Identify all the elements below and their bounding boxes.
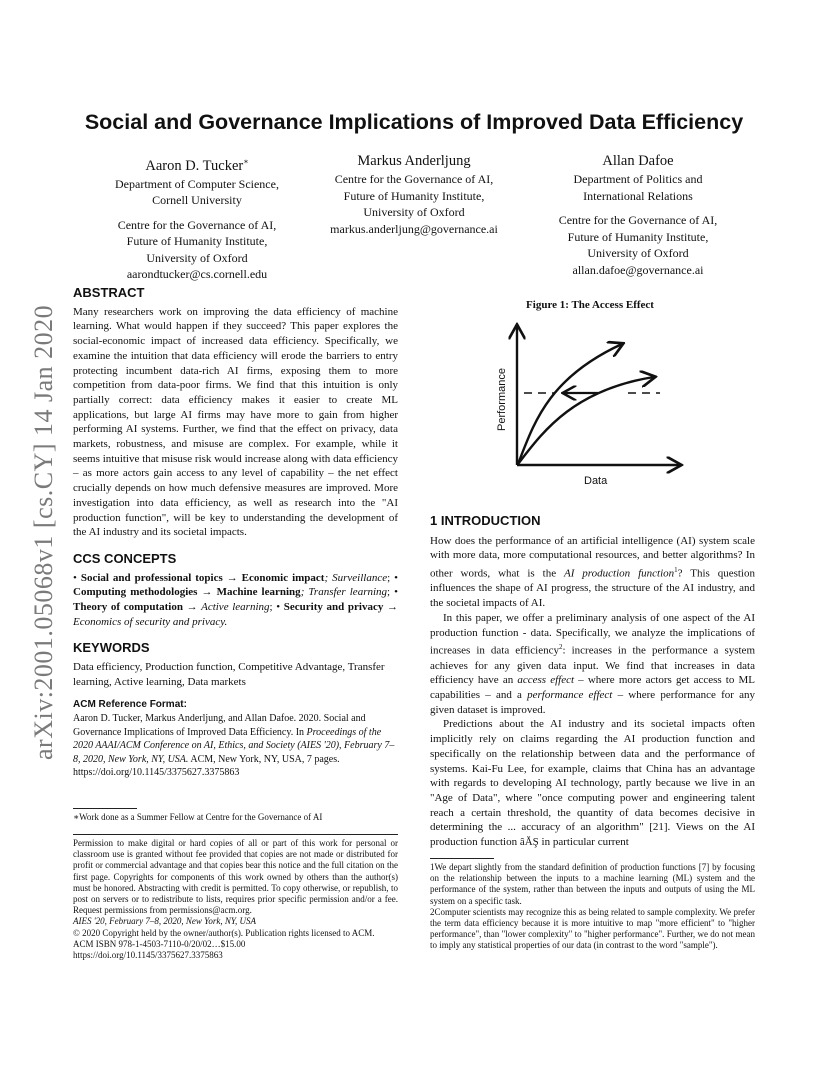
arxiv-stamp: [18, 290, 64, 760]
intro-paragraph-2: [430, 611, 755, 718]
right-footnotes: [430, 862, 755, 952]
abstract-heading: ABSTRACT: [73, 285, 145, 300]
emphasis: performance effect: [527, 689, 613, 702]
footnote-rule: [73, 808, 137, 809]
affil-line: Centre for the Governance of AI,: [117, 217, 277, 232]
y-axis-label: Performance: [496, 368, 508, 431]
permission-copyright: © 2020 Copyright held by the owner/author(s). Publication rights licensed to ACM.: [73, 927, 375, 938]
affil-line: University of Oxford: [587, 246, 689, 260]
text-run: In this paper, we offer a preliminary analysis of one aspect of the AI production function - data. Specifically, we analyze the implications of increases in data efficiency: [430, 611, 755, 657]
left-column: [73, 286, 398, 780]
affil-line: University of Oxford: [363, 205, 465, 219]
emphasis: AI production function: [564, 567, 675, 580]
ccs-item-bold: Computing methodologies → Machine learning: [73, 586, 301, 599]
acm-reference-part: Aaron D. Tucker, Markus Anderljung, and Allan Dafoe. 2020. Social and Governance Implications of Improved Data Efficiency. In: [73, 713, 366, 738]
figure-caption: Figure 1: The Access Effect: [526, 299, 654, 311]
emphasis: access effect: [517, 674, 575, 687]
ccs-item-rest: → Active learning: [182, 601, 270, 614]
author-block-3: [533, 152, 743, 278]
access-effect-figure: [482, 318, 692, 490]
affil-line: Centre for the Governance of AI,: [334, 172, 494, 186]
author-name: Aaron D. Tucker: [145, 157, 244, 174]
author-name: Allan Dafoe: [602, 153, 674, 169]
footnote-ref[interactable]: 2: [559, 643, 563, 652]
curve-low-efficiency: [518, 377, 654, 464]
ccs-item-bold: Social and professional topics → Economic impact: [80, 571, 325, 584]
text-run: – where performance for any given dataset is improved.: [430, 689, 756, 716]
affil-line: Cornell University: [152, 193, 242, 208]
text-run: – where more actors get access to ML capabilities – and a: [430, 674, 756, 702]
footnote-ref[interactable]: 1: [674, 566, 678, 575]
x-axis-label: Data: [584, 475, 608, 487]
permission-isbn: ACM ISBN 978-1-4503-7110-0/20/02…$15.00: [73, 938, 246, 949]
intro-heading: 1 INTRODUCTION: [430, 513, 541, 528]
arxiv-stamp-text: arXiv:2001.05068v1 [cs.CY] 14 Jan 2020: [29, 304, 58, 760]
author-footnote-mark: ∗: [243, 157, 249, 166]
author-email: aarondtucker@cs.cornell.edu: [126, 267, 268, 282]
acm-reference-venue: Proceedings of the 2020 AAAI/ACM Conference on AI, Ethics, and Society (AIES '20), February 7–8, 2020, New York, NY, USA.: [73, 726, 395, 765]
abstract-text: Many researchers work on improving the data efficiency of machine learning. What would happen if they succeed? This paper explores the social-economic impact of increased data efficiency. Specifically, we examine the intuition that data efficiency will erode the barriers to entry protecting incumbent data-rich AI firms, exposing them to more competition from data-poor firms. We find that this intuition is only partially correct: data efficiency makes it easier to create ML applications, but large AI firms may have more to gain from higher performing AI systems. Further, we find that the effect on privacy, data markets, robustness, and misuse are complex. For example, while it seems intuitive that misuse risk would increase along with data efficiency – as more actors gain access to any level of capability – the net effect crucially depends on how much defensive measures are improved. More investigation into data efficiency, as well as research into the "AI production function", will be key to understanding the development of the AI industry and its societal impacts.: [73, 305, 398, 539]
author-block-2: [309, 152, 519, 237]
footnote-2: 2Computer scientists may recognize this as being related to sample complexity. We prefer the term data efficiency because it is more intuitive to map "more efficient" to "higher performance", than "lower complexity" to "higher performance". Further, we do not mean to imply any statistical properties of our data (in contrast to the word "sample").: [430, 906, 755, 951]
permission-text: Permission to make digital or hard copies of all or part of this work for personal or classroom use is granted without fee provided that copies are not made or distributed for profit or commercial advantage and that copies bear this notice and the full citation on the first page. Copyrights for components of this work owned by others than the author(s) must be honored. Abstracting with credit is permitted. To copy otherwise, or republish, to post on servers or to redistribute to lists, requires prior specific permission and/or a fee. Request permissions from permissions@acm.org.: [73, 838, 398, 916]
affil-line: Future of Humanity Institute,: [126, 234, 268, 249]
ccs-item-bold: Security and privacy: [283, 601, 384, 614]
footnote-star: ∗Work done as a Summer Fellow at Centre for the Governance of AI: [73, 812, 323, 822]
affil-line: Department of Politics and: [573, 172, 703, 186]
permission-block: [73, 838, 398, 961]
footnote-rule-right: [430, 858, 494, 859]
author-block-1: [92, 152, 302, 283]
ccs-item-rest: ; Transfer learning: [300, 586, 388, 599]
permission-rule: [73, 834, 398, 835]
acm-reference-part: ACM, New York, NY, USA, 7 pages. https://doi.org/10.1145/3375627.3375863: [73, 753, 340, 779]
permission-doi: https://doi.org/10.1145/3375627.3375863: [73, 950, 223, 961]
right-column: [430, 514, 755, 850]
ccs-item-rest: ; Surveillance: [324, 571, 388, 584]
acm-reference-text: [73, 712, 398, 780]
ccs-concepts: • Social and professional topics → Economic impact; Surveillance; • Computing methodologies → Machine learning; Transfer learning; • Theory of computation → Active learning; • Security and privacy → Economics of security and privacy.: [73, 571, 398, 628]
ccs-heading: CCS CONCEPTS: [73, 550, 177, 566]
affil-line: Future of Humanity Institute,: [343, 188, 485, 203]
author-name: Markus Anderljung: [357, 153, 471, 169]
affil-line: Department of Computer Science,: [115, 176, 279, 191]
affil-line: Future of Humanity Institute,: [567, 229, 709, 244]
ccs-item-bold: Theory of computation: [73, 601, 183, 614]
keywords-heading: KEYWORDS: [73, 640, 150, 656]
author-email: markus.anderljung@governance.ai: [330, 221, 498, 236]
keywords-text: Data efficiency, Production function, Competitive Advantage, Transfer learning, Active learning, Data markets: [73, 661, 385, 688]
permission-venue: AIES '20, February 7–8, 2020, New York, NY, USA: [73, 916, 257, 927]
intro-paragraph-3: Predictions about the AI industry and its societal impacts often implicitly rely on claims regarding the AI production function and specifically on the relationship between data and the performance of systems. Kai-Fu Lee, for example, claims that China has an advantage with regards to developing AI technology, partly because we live in an "Age of Data", where "once computing power and engineering talent reach a certain threshold, the quantity of data becomes decisive in determining the ... accuracy of an algorithm" [21]. Views on the AI production function âĂŞ in particular current: [430, 718, 755, 849]
affil-line: Centre for the Governance of AI,: [558, 213, 718, 227]
affil-line: University of Oxford: [146, 250, 248, 265]
paper-title: Social and Governance Implications of Improved Data Efficiency: [84, 110, 744, 134]
acm-reference-heading: ACM Reference Format:: [73, 698, 187, 710]
text-run: : increases in the performance a system achieves for any given data input. We find that increases in data efficiency have an: [430, 644, 755, 687]
affil-line: International Relations: [583, 188, 693, 203]
text-run: ? This question influences the shape of AI progress, the structure of the AI industry, and the societal impacts of AI.: [430, 567, 755, 610]
author-email: allan.dafoe@governance.ai: [572, 262, 704, 277]
footnote-1: 1We depart slightly from the standard definition of production functions [7] by focusing on the relationship between the inputs to a machine learning (ML) system and the performance of the system, rather than between the inputs and outputs of using the ML system on a specific task.: [430, 862, 755, 906]
text-run: How does the performance of an artificial intelligence (AI) system scale with more data, more computational resources, and better algorithms? In other words, what is the: [430, 534, 755, 580]
intro-paragraph-1: [430, 534, 755, 611]
ccs-item-rest: → Economics of security and privacy.: [73, 601, 398, 628]
